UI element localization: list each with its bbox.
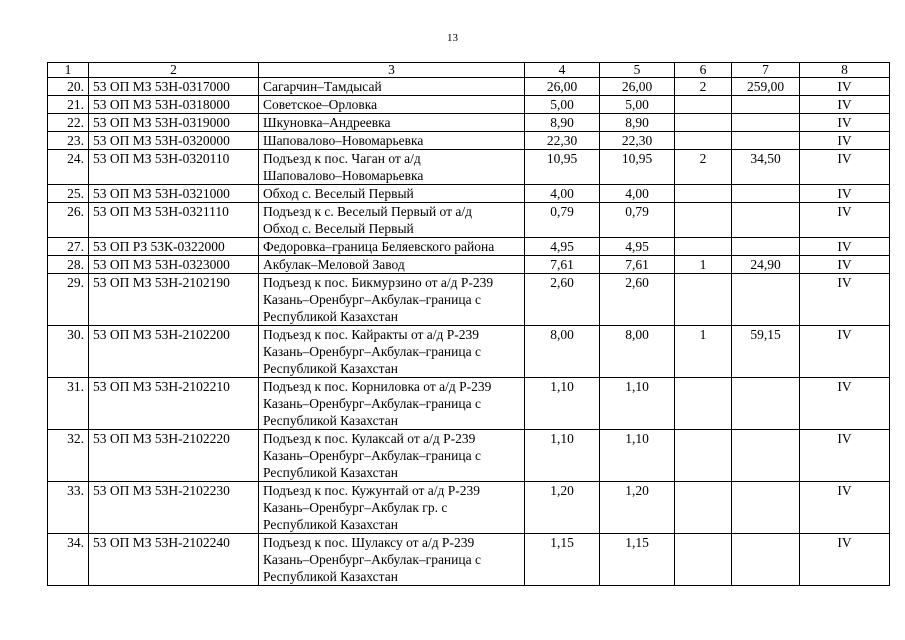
road-name-line: Казань–Оренбург–Акбулак–граница с [263,344,481,359]
road-name-line: Акбулак–Меловой Завод [263,257,405,272]
road-name-cell [259,132,525,150]
bridge-length-cell [732,534,800,586]
bridge-length-cell: 24,90 [732,256,800,274]
length-total-cell: 2,60 [600,274,675,326]
table-row [48,256,890,274]
table-row [48,274,890,326]
bridge-length-cell [732,482,800,534]
bridge-length-cell [732,238,800,256]
header-row [48,63,890,78]
length-total-cell: 0,79 [600,203,675,238]
bridge-count-cell [675,114,732,132]
road-name-line: Подъезд к пос. Корниловка от а/д Р-239 [263,379,492,394]
category-cell: IV [800,238,890,256]
road-name-cell [259,274,525,326]
road-name-line: Республикой Казахстан [263,361,398,376]
table-row [48,203,890,238]
bridge-count-cell [675,238,732,256]
road-name-line: Республикой Казахстан [263,413,398,428]
category-cell: IV [800,534,890,586]
bridge-count-cell [675,482,732,534]
page-number: 13 [447,32,458,44]
road-name-cell [259,150,525,185]
road-name-line: Казань–Оренбург–Акбулак–граница с [263,292,481,307]
road-name-line: Подъезд к пос. Шулаксу от а/д Р-239 [263,535,475,550]
length-cell: 1,10 [525,430,600,482]
table-row [48,238,890,256]
road-name-line: Казань–Оренбург–Акбулак–граница с [263,552,481,567]
road-name-cell [259,114,525,132]
road-name-line: Республикой Казахстан [263,465,398,480]
road-code-cell: 53 ОП МЗ 53Н-0320000 [89,132,259,150]
road-name-cell [259,203,525,238]
length-cell: 1,15 [525,534,600,586]
table-body [48,78,890,586]
length-total-cell: 7,61 [600,256,675,274]
row-number-cell: 32. [48,430,89,482]
road-name-line: Сагарчин–Тамдысай [263,79,382,94]
road-name-cell [259,256,525,274]
road-name-line: Подъезд к пос. Кужунтай от а/д Р-239 [263,483,481,498]
length-total-cell: 4,95 [600,238,675,256]
row-number-cell: 29. [48,274,89,326]
road-name-line: Подъезд к пос. Кайракты от а/д Р-239 [263,327,480,342]
column-header: 5 [600,63,675,78]
length-total-cell: 10,95 [600,150,675,185]
bridge-length-cell [732,274,800,326]
bridge-length-cell [732,203,800,238]
length-cell: 26,00 [525,78,600,96]
row-number-cell: 33. [48,482,89,534]
row-number-cell: 34. [48,534,89,586]
road-name-cell [259,78,525,96]
column-header: 1 [48,63,89,78]
column-header: 3 [259,63,525,78]
table-row [48,326,890,378]
bridge-count-cell: 2 [675,150,732,185]
road-name-line: Республикой Казахстан [263,569,398,584]
bridge-length-cell [732,96,800,114]
row-number-cell: 24. [48,150,89,185]
table-row [48,482,890,534]
road-name-line: Шаповалово–Новомарьевка [263,133,424,148]
length-cell: 5,00 [525,96,600,114]
road-name-line: Подъезд к с. Веселый Первый от а/д [263,204,473,219]
bridge-count-cell [675,430,732,482]
road-name-line: Казань–Оренбург–Акбулак–граница с [263,448,481,463]
road-name-line: Подъезд к пос. Кулаксай от а/д Р-239 [263,431,476,446]
road-name-line: Федоровка–граница Беляевского района [263,239,495,254]
road-code-cell: 53 ОП МЗ 53Н-2102240 [89,534,259,586]
road-code-cell: 53 ОП МЗ 53Н-0321000 [89,185,259,203]
length-cell: 10,95 [525,150,600,185]
length-cell: 4,95 [525,238,600,256]
road-name-cell [259,326,525,378]
bridge-count-cell [675,534,732,586]
bridge-count-cell: 1 [675,256,732,274]
category-cell: IV [800,378,890,430]
bridge-length-cell: 259,00 [732,78,800,96]
table-row [48,78,890,96]
road-code-cell: 53 ОП МЗ 53Н-2102190 [89,274,259,326]
road-name-line: Республикой Казахстан [263,517,398,532]
road-name-line: Казань–Оренбург–Акбулак–граница с [263,396,481,411]
bridge-length-cell [732,114,800,132]
length-total-cell: 1,10 [600,378,675,430]
road-code-cell: 53 ОП МЗ 53Н-0318000 [89,96,259,114]
row-number-cell: 23. [48,132,89,150]
length-cell: 1,20 [525,482,600,534]
row-number-cell: 22. [48,114,89,132]
category-cell: IV [800,114,890,132]
category-cell: IV [800,185,890,203]
road-name-line: Подъезд к пос. Чаган от а/д [263,151,421,166]
road-code-cell: 53 ОП МЗ 53Н-0323000 [89,256,259,274]
category-cell: IV [800,256,890,274]
length-total-cell: 1,15 [600,534,675,586]
bridge-count-cell [675,203,732,238]
length-total-cell: 8,90 [600,114,675,132]
category-cell: IV [800,482,890,534]
table-row [48,132,890,150]
road-name-line: Советское–Орловка [263,97,378,112]
road-code-cell: 53 ОП МЗ 53Н-2102210 [89,378,259,430]
table-row [48,430,890,482]
road-code-cell: 53 ОП МЗ 53Н-0317000 [89,78,259,96]
bridge-count-cell: 1 [675,326,732,378]
row-number-cell: 31. [48,378,89,430]
road-name-cell [259,185,525,203]
road-code-cell: 53 ОП МЗ 53Н-0321110 [89,203,259,238]
length-total-cell: 4,00 [600,185,675,203]
bridge-count-cell [675,274,732,326]
bridge-length-cell [732,430,800,482]
length-cell: 0,79 [525,203,600,238]
bridge-length-cell: 34,50 [732,150,800,185]
category-cell: IV [800,274,890,326]
length-total-cell: 26,00 [600,78,675,96]
category-cell: IV [800,132,890,150]
length-cell: 2,60 [525,274,600,326]
table-row [48,534,890,586]
length-cell: 8,00 [525,326,600,378]
bridge-length-cell [732,378,800,430]
table-row [48,114,890,132]
road-name-cell [259,378,525,430]
road-name-cell [259,482,525,534]
row-number-cell: 30. [48,326,89,378]
road-name-line: Республикой Казахстан [263,309,398,324]
column-header: 4 [525,63,600,78]
table-row [48,150,890,185]
bridge-count-cell [675,132,732,150]
bridge-length-cell [732,132,800,150]
length-cell: 1,10 [525,378,600,430]
category-cell: IV [800,203,890,238]
road-name-line: Обход с. Веселый Первый [263,186,414,201]
column-header: 2 [89,63,259,78]
road-code-cell: 53 ОП МЗ 53Н-2102230 [89,482,259,534]
bridge-count-cell [675,378,732,430]
bridge-count-cell [675,96,732,114]
road-code-cell: 53 ОП МЗ 53Н-0320110 [89,150,259,185]
length-cell: 22,30 [525,132,600,150]
length-total-cell: 1,20 [600,482,675,534]
road-code-cell: 53 ОП МЗ 53Н-2102220 [89,430,259,482]
category-cell: IV [800,326,890,378]
length-total-cell: 8,00 [600,326,675,378]
length-total-cell: 22,30 [600,132,675,150]
category-cell: IV [800,96,890,114]
bridge-length-cell [732,185,800,203]
road-name-cell [259,238,525,256]
road-name-cell [259,96,525,114]
category-cell: IV [800,78,890,96]
column-header: 7 [732,63,800,78]
row-number-cell: 21. [48,96,89,114]
bridge-count-cell [675,185,732,203]
length-cell: 8,90 [525,114,600,132]
row-number-cell: 27. [48,238,89,256]
column-header: 6 [675,63,732,78]
roads-table [47,62,890,586]
road-name-line: Шаповалово–Новомарьевка [263,168,424,183]
length-total-cell: 1,10 [600,430,675,482]
road-code-cell: 53 ОП МЗ 53Н-0319000 [89,114,259,132]
bridge-count-cell: 2 [675,78,732,96]
road-name-line: Казань–Оренбург–Акбулак гр. с [263,500,448,515]
length-cell: 4,00 [525,185,600,203]
table-row [48,96,890,114]
road-name-line: Обход с. Веселый Первый [263,221,414,236]
road-name-cell [259,430,525,482]
road-code-cell: 53 ОП РЗ 53К-0322000 [89,238,259,256]
table-row [48,185,890,203]
road-name-cell [259,534,525,586]
row-number-cell: 25. [48,185,89,203]
row-number-cell: 20. [48,78,89,96]
row-number-cell: 26. [48,203,89,238]
road-code-cell: 53 ОП МЗ 53Н-2102200 [89,326,259,378]
road-name-line: Подъезд к пос. Бикмурзино от а/д Р-239 [263,275,494,290]
bridge-length-cell: 59,15 [732,326,800,378]
category-cell: IV [800,430,890,482]
length-total-cell: 5,00 [600,96,675,114]
length-cell: 7,61 [525,256,600,274]
row-number-cell: 28. [48,256,89,274]
table-row [48,378,890,430]
column-header: 8 [800,63,890,78]
category-cell: IV [800,150,890,185]
road-name-line: Шкуновка–Андреевка [263,115,391,130]
